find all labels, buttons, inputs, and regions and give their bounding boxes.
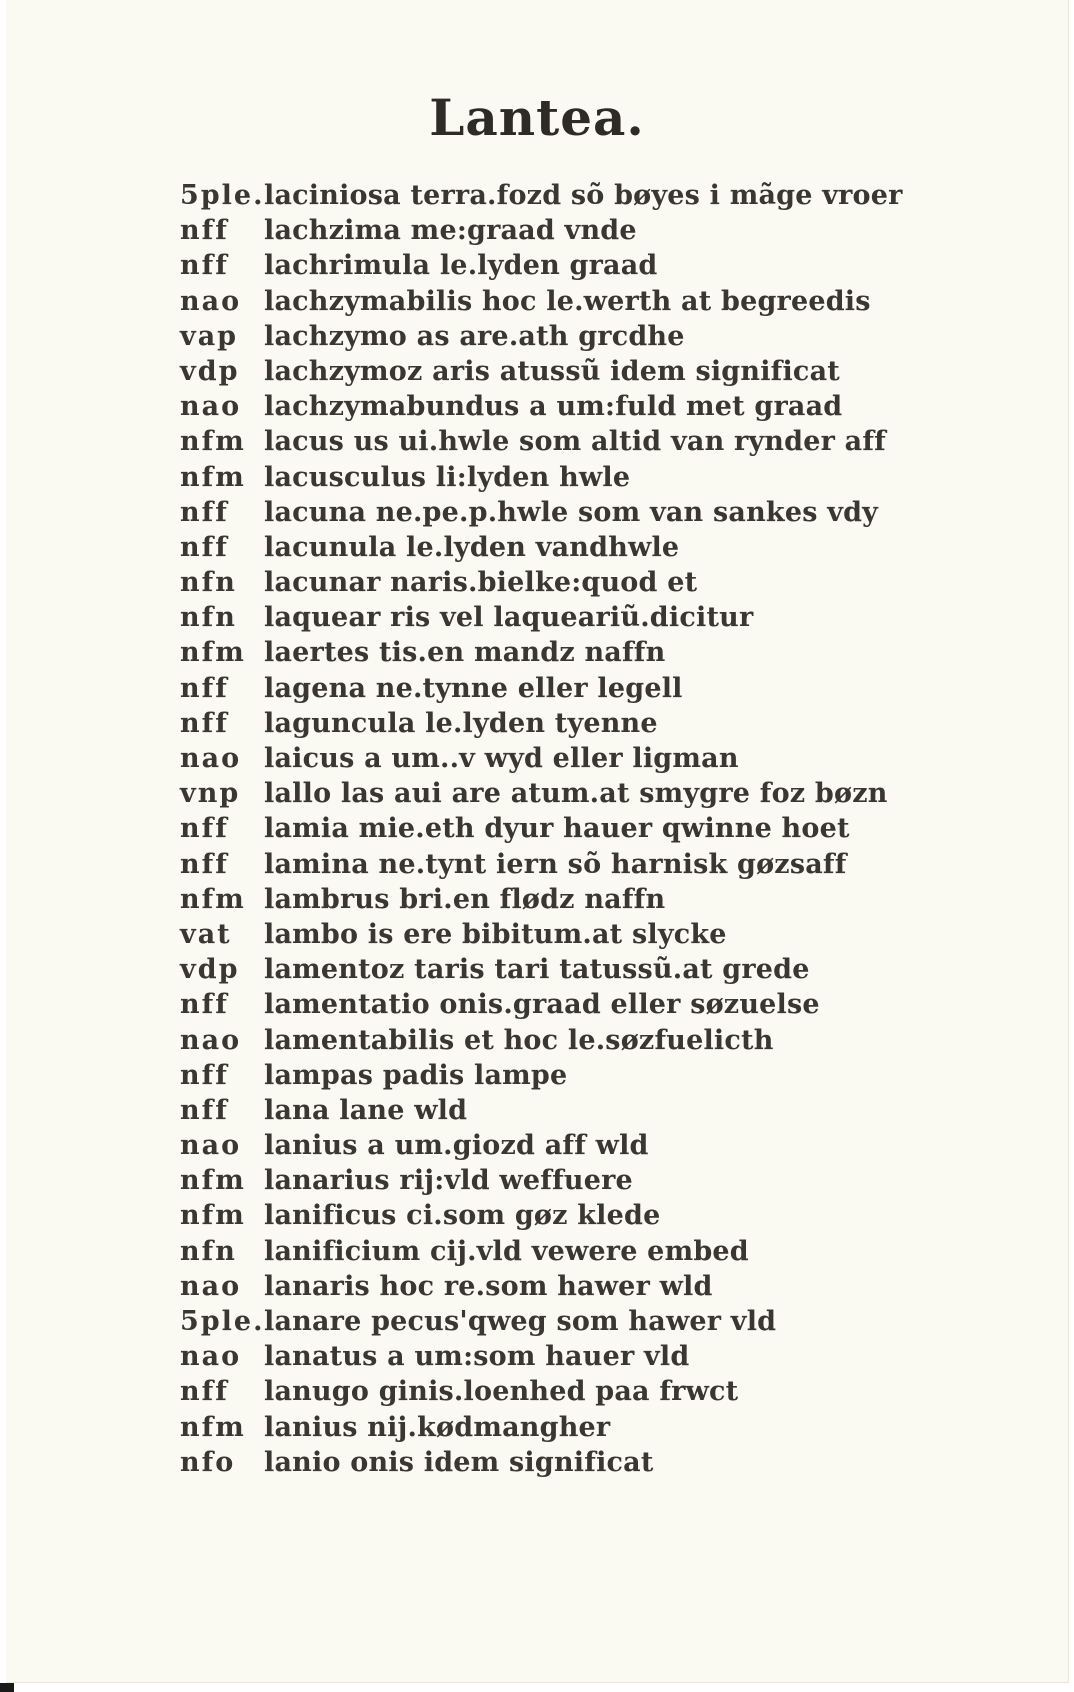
grammar-code: nfm <box>180 1165 246 1197</box>
dictionary-entry <box>180 987 940 1022</box>
dictionary-entry <box>180 495 940 530</box>
dictionary-entry <box>180 1445 940 1480</box>
entry-text: lachzymabundus a um:fuld met graad <box>264 391 843 423</box>
dictionary-entry <box>180 847 940 882</box>
grammar-code: vat <box>180 918 232 950</box>
entry-text: lanius nij.kødmangher <box>264 1411 611 1443</box>
dictionary-entry <box>180 706 940 741</box>
entry-text: laquear ris vel laqueariũ.dicitur <box>264 602 754 634</box>
grammar-code: nff <box>180 672 229 704</box>
book-page <box>6 0 1069 1683</box>
grammar-code: nff <box>180 215 229 247</box>
dictionary-entry <box>180 671 940 706</box>
grammar-code: nfn <box>180 602 237 634</box>
dictionary-entry <box>180 1163 940 1198</box>
grammar-code: nff <box>180 1094 229 1126</box>
grammar-code: vnp <box>180 778 241 810</box>
dictionary-entry <box>180 882 940 917</box>
entry-text: lanio onis idem significat <box>264 1446 654 1478</box>
dictionary-entry <box>180 1023 940 1058</box>
entry-text: lacunula le.lyden vandhwle <box>264 531 680 563</box>
grammar-code: nfn <box>180 567 237 599</box>
grammar-code: nff <box>180 813 229 845</box>
grammar-code: nao <box>180 391 242 423</box>
dictionary-entry <box>180 1410 940 1445</box>
grammar-code: nao <box>180 1024 242 1056</box>
entry-text: lamia mie.eth dyur hauer qwinne hoet <box>264 813 850 845</box>
dictionary-entry <box>180 635 940 670</box>
entry-text: lamentatio onis.graad eller søzuelse <box>264 989 820 1021</box>
entry-text: lachzima me:graad vnde <box>264 215 637 247</box>
entry-text: lamina ne.tynt iern sõ harnisk gøzsaff <box>264 848 847 880</box>
grammar-code: vap <box>180 320 239 352</box>
entry-text: laguncula le.lyden tyenne <box>264 707 658 739</box>
grammar-code: nfm <box>180 1411 246 1443</box>
entry-text: lachzymoz aris atussũ idem significat <box>264 355 840 387</box>
grammar-code: vdp <box>180 355 240 387</box>
entry-text: lacusculus li:lyden hwle <box>264 461 631 493</box>
entry-text: lachzymabilis hoc le.werth at begreedis <box>264 285 871 317</box>
grammar-code: nao <box>180 1270 242 1302</box>
dictionary-entry <box>180 1304 940 1339</box>
entry-text: lanius a um.giozd aff wld <box>264 1130 649 1162</box>
entry-text: lanatus a um:som hauer vld <box>264 1341 690 1373</box>
entry-text: lanarius rij:vld weffuere <box>264 1165 633 1197</box>
dictionary-entry <box>180 952 940 987</box>
grammar-code: nff <box>180 531 229 563</box>
dictionary-entry <box>180 1374 940 1409</box>
dictionary-entry <box>180 741 940 776</box>
entry-text: lanificus ci.som gøz klede <box>264 1200 661 1232</box>
grammar-code: nao <box>180 743 242 774</box>
dictionary-entry <box>180 600 940 635</box>
page-title: Lantea. <box>429 88 645 147</box>
entry-text: lacuna ne.pe.p.hwle som van sankes vdy <box>264 496 879 528</box>
dictionary-entry <box>180 354 940 389</box>
entry-text: lanificium cij.vld vewere embed <box>264 1235 749 1267</box>
dictionary-entry <box>180 1198 940 1233</box>
dictionary-entry <box>180 460 940 495</box>
grammar-code: nff <box>180 1059 229 1091</box>
grammar-code: nff <box>180 707 229 739</box>
grammar-code: nfm <box>180 637 246 669</box>
entry-text: lachzymo as are.ath grcdhe <box>264 320 685 352</box>
entry-text: laicus a um..v wyd eller ligman <box>264 743 739 774</box>
entry-text: lampas padis lampe <box>264 1059 568 1091</box>
entry-text: lanugo ginis.loenhed paa frwct <box>264 1376 739 1408</box>
grammar-code: nfm <box>180 1200 246 1232</box>
dictionary-entry <box>180 178 940 213</box>
entry-text: lambo is ere bibitum.at slycke <box>264 918 727 950</box>
dictionary-entry <box>180 917 940 952</box>
grammar-code: vdp <box>180 954 240 986</box>
grammar-code: 5ple. <box>180 1306 265 1337</box>
grammar-code: nff <box>180 496 229 528</box>
entry-text: lanare pecus'qweg som hawer vld <box>264 1306 777 1337</box>
dictionary-entry <box>180 811 940 846</box>
grammar-code: nfn <box>180 1235 237 1267</box>
grammar-code: nao <box>180 1341 242 1373</box>
dictionary-entry <box>180 1058 940 1093</box>
grammar-code: nao <box>180 1130 242 1162</box>
entry-text: lanaris hoc re.som hawer wld <box>264 1270 713 1302</box>
grammar-code: nao <box>180 285 242 317</box>
dictionary-entry <box>180 424 940 459</box>
dictionary-entry-list <box>180 178 940 1480</box>
grammar-code: nfm <box>180 461 246 493</box>
grammar-code: nff <box>180 989 229 1021</box>
entry-text: lambrus bri.en flødz naffn <box>264 883 666 915</box>
entry-text: lallo las aui are atum.at smygre foz bøzn <box>264 778 888 810</box>
entry-text: laciniosa terra.fozd sõ bøyes i mãge vroer <box>264 180 903 211</box>
dictionary-entry <box>180 530 940 565</box>
dictionary-entry <box>180 389 940 424</box>
grammar-code: nfm <box>180 883 246 915</box>
grammar-code: nff <box>180 1376 229 1408</box>
grammar-code: nfo <box>180 1446 236 1478</box>
entry-text: lacus us ui.hwle som altid van rynder aff <box>264 426 886 458</box>
scan-edge-mark <box>0 1683 14 1692</box>
dictionary-entry <box>180 1234 940 1269</box>
entry-text: lamentoz taris tari tatussũ.at grede <box>264 954 810 986</box>
entry-text: lagena ne.tynne eller legell <box>264 672 683 704</box>
grammar-code: nfm <box>180 426 246 458</box>
entry-text: laertes tis.en mandz naffn <box>264 637 666 669</box>
entry-text: lamentabilis et hoc le.søzfuelicth <box>264 1024 774 1056</box>
entry-text: lachrimula le.lyden graad <box>264 250 658 282</box>
dictionary-entry <box>180 776 940 811</box>
dictionary-entry <box>180 213 940 248</box>
grammar-code: nff <box>180 848 229 880</box>
dictionary-entry <box>180 565 940 600</box>
grammar-code: 5ple. <box>180 180 265 211</box>
dictionary-entry <box>180 1269 940 1304</box>
grammar-code: nff <box>180 250 229 282</box>
dictionary-entry <box>180 319 940 354</box>
dictionary-entry <box>180 284 940 319</box>
dictionary-entry <box>180 1128 940 1163</box>
entry-text: lacunar naris.bielke:quod et <box>264 567 698 599</box>
dictionary-entry <box>180 1339 940 1374</box>
dictionary-entry <box>180 1093 940 1128</box>
dictionary-entry <box>180 248 940 283</box>
entry-text: lana lane wld <box>264 1094 468 1126</box>
